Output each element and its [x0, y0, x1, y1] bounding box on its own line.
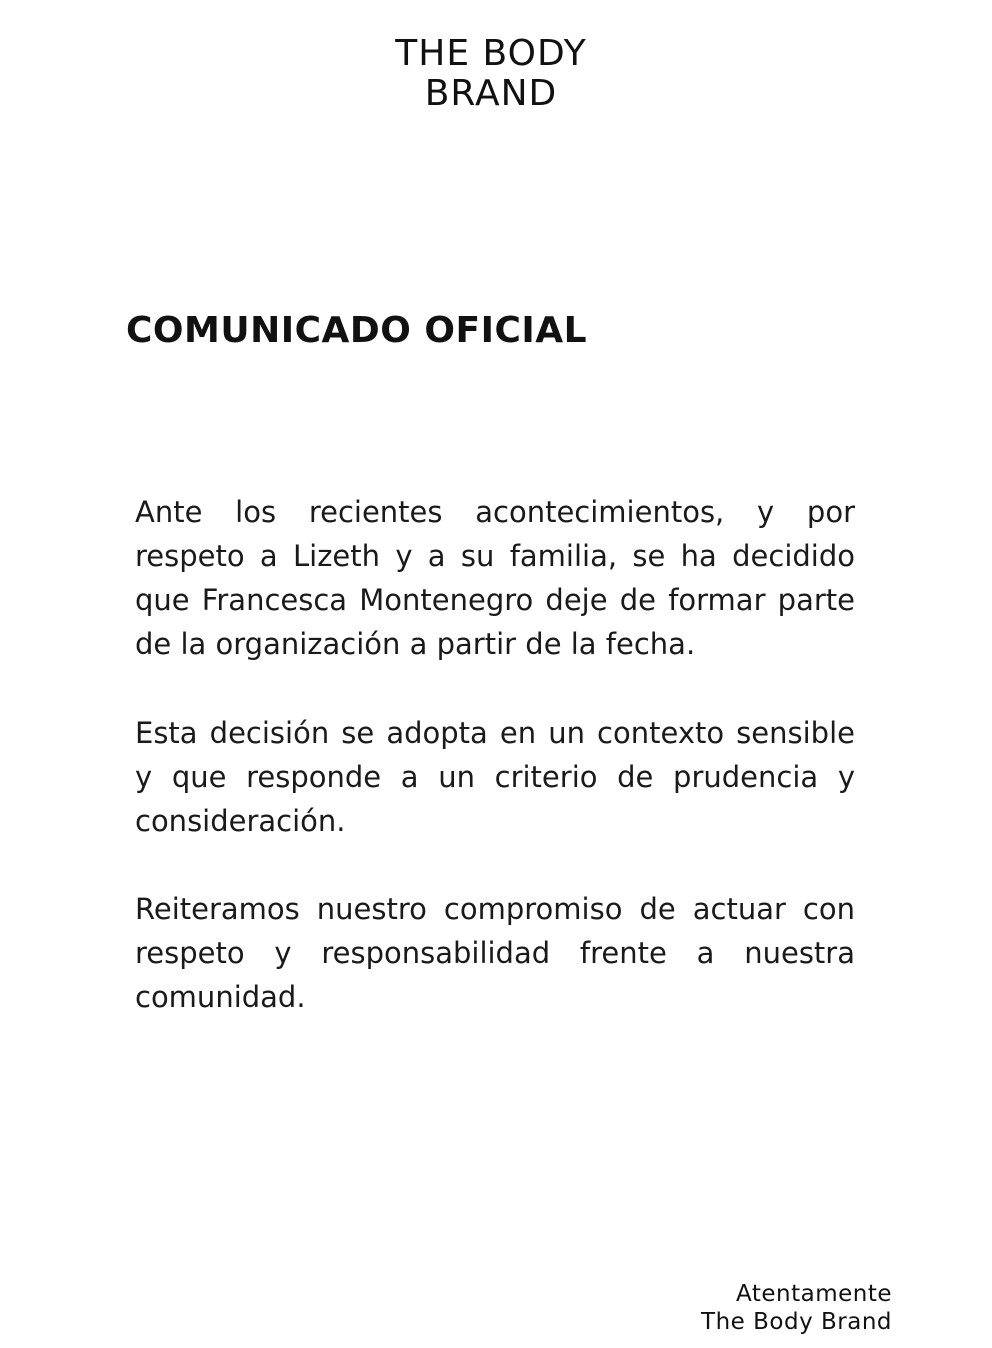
brand-logo-line1: THE BODY — [395, 33, 587, 74]
brand-logo — [0, 34, 982, 114]
paragraph-context: Esta decisión se adopta en un contexto sensible y que responde a un criterio de prudencia y consideración. — [135, 716, 855, 838]
brand-logo-line2: BRAND — [424, 73, 558, 114]
signature-name: The Body Brand — [701, 1309, 892, 1335]
document-title: COMUNICADO OFICIAL — [126, 310, 588, 351]
signature-block — [701, 1280, 892, 1336]
signature-closing: Atentamente — [736, 1281, 892, 1307]
paragraph-commitment: Reiteramos nuestro compromiso de actuar con respeto y responsabilidad frente a nuestra comunidad. — [135, 892, 855, 1014]
paragraph-announcement: Ante los recientes acontecimientos, y por respeto a Lizeth y a su familia, se ha decidido que Francesca Montenegro deje de formar parte de la organización a partir de la fecha. — [135, 495, 855, 661]
